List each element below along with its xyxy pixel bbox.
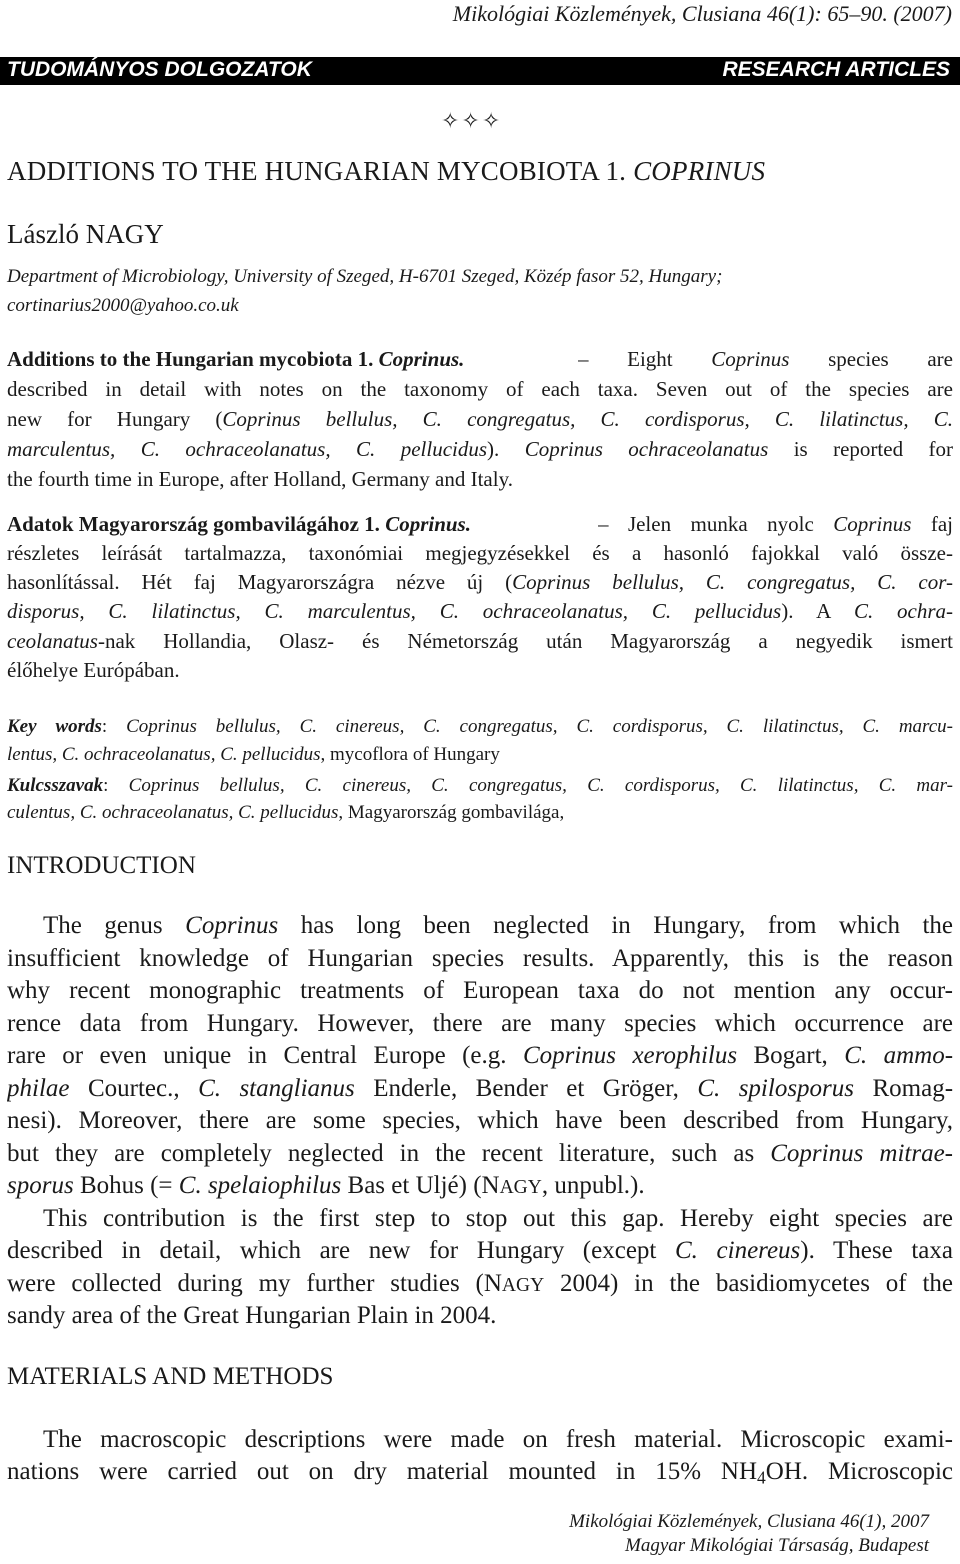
abstract-en-heading-text: Additions to the Hungarian mycobiota 1. (7, 347, 379, 371)
abstract-hu-line: disporus, C. lilatinctus, C. marculentus, C. ochraceolanatus, C. pellucidus). A C. ochra- (7, 599, 953, 623)
intro-line: The genus Coprinus has long been neglected in Hungary, from which the (43, 912, 953, 939)
intro-line: insufficient knowledge of Hungarian species results. Apparently, this is the reason (7, 945, 953, 972)
intro-line: rence data from Hungary. However, there are many species which occurrence are (7, 1010, 953, 1037)
intro-line: rare or even unique in Central Europe (e.g. Coprinus xerophilus Bogart, C. ammo- (7, 1042, 953, 1069)
abstract-hu-line: ceolanatus-nak Hollandia, Olasz- és Németország után Magyarország a negyedik ismert (7, 629, 953, 653)
title-genus: COPRINUS (633, 156, 766, 186)
kulcsszavak-values: Coprinus bellulus, C. cinereus, C. congregatus, C. cordisporus, C. lilatinctus, C. mar- (128, 775, 953, 796)
intro-line: were collected during my further studies (NAGY 2004) in the basidiomycetes of the (7, 1270, 953, 1297)
kulcsszavak-line-1: Kulcsszavak: Coprinus bellulus, C. cinereus, C. congregatus, C. cordisporus, C. lilatinctus, C. mar- (7, 775, 953, 796)
introduction-heading: INTRODUCTION (7, 852, 196, 879)
abstract-en-line: marculentus, C. ochraceolanatus, C. pellucidus). Coprinus ochraceolanatus is reported for (7, 437, 953, 461)
abstract-en-line: – Eight Coprinus species are (578, 347, 953, 371)
intro-line: sporus Bohus (= C. spelaiophilus Bas et Uljé) (NAGY, unpubl.). (7, 1172, 645, 1199)
abstract-en-line: the fourth time in Europe, after Holland, Germany and Italy. (7, 467, 513, 491)
keywords-values: Coprinus bellulus, C. cinereus, C. congregatus, C. cordisporus, C. lilatinctus, C. marcu- (126, 716, 953, 737)
abstract-hu-line: részletes leírását tartalmazza, taxonómiai megjegyzésekkel és a hasonló fajokkal való össze- (7, 541, 953, 565)
abstract-en-line: described in detail with notes on the taxonomy of each taxa. Seven out of the species are (7, 377, 953, 401)
banner-left-label: TUDOMÁNYOS DOLGOZATOK (7, 58, 312, 81)
keywords-label: Key words (7, 716, 102, 737)
keywords-line-2: lentus, C. ochraceolanatus, C. pellucidus, mycoflora of Hungary (7, 744, 500, 765)
methods-line: nations were carried out on dry material mounted in 15% $NH_4OH$. Microscopic (7, 1458, 953, 1488)
banner-right-label: RESEARCH ARTICLES (722, 58, 950, 81)
abstract-hu-heading-genus: Coprinus. (385, 512, 471, 536)
abstract-hu-heading-text: Adatok Magyarország gombavilágához 1. (7, 512, 386, 536)
abstract-hu-line: hasonlítással. Hét faj Magyarországra nézve új (Coprinus bellulus, C. congregatus, C. cor- (7, 570, 953, 594)
section-banner (0, 57, 960, 85)
intro-line: This contribution is the first step to stop out this gap. Hereby eight species are (43, 1205, 953, 1232)
methods-line: The macroscopic descriptions were made on fresh material. Microscopic exami- (43, 1426, 953, 1453)
intro-line: nesi). Moreover, there are some species, which have been described from Hungary, (7, 1107, 953, 1134)
intro-line: described in detail, which are new for Hungary (except C. cinereus). These taxa (7, 1237, 953, 1264)
abstract-en-heading-genus: Coprinus. (378, 347, 465, 371)
abstract-en-heading (7, 344, 464, 374)
abstract-hu-line: élőhelye Európában. (7, 658, 180, 682)
abstract-en-line: new for Hungary (Coprinus bellulus, C. congregatus, C. cordisporus, C. lilatinctus, C. (7, 407, 953, 431)
author: László NAGY (7, 219, 164, 249)
intro-line: philae Courtec., C. stanglianus Enderle, Bender et Gröger, C. spilosporus Romag- (7, 1075, 953, 1102)
ornament-icon: ✧✧✧ (441, 108, 503, 133)
affiliation-line-1: Department of Microbiology, University of Szeged, H-6701 Szeged, Közép fasor 52, Hungary; (7, 266, 723, 287)
footer-society: Magyar Mikológiai Társaság, Budapest (625, 1535, 929, 1556)
abstract-hu-line: – Jelen munka nyolc Coprinus faj (598, 512, 953, 536)
intro-line: sandy area of the Great Hungarian Plain in 2004. (7, 1302, 497, 1329)
affiliation-email: cortinarius2000@yahoo.co.uk (7, 295, 239, 316)
article-title (7, 156, 765, 187)
journal-header: Mikológiai Közlemények, Clusiana 46(1): 65–90. (2007) (452, 1, 952, 26)
intro-line: why recent monographic treatments of European taxa do not mention any occur- (7, 977, 953, 1004)
kulcsszavak-label: Kulcsszavak (7, 775, 104, 796)
abstract-hu-heading (7, 509, 471, 539)
methods-heading: MATERIALS AND METHODS (7, 1363, 334, 1390)
kulcsszavak-line-2: culentus, C. ochraceolanatus, C. pellucidus, Magyarország gombavilága, (7, 802, 565, 823)
title-main: ADDITIONS TO THE HUNGARIAN MYCOBIOTA 1. (7, 156, 634, 186)
keywords-line-1: Key words: Coprinus bellulus, C. cinereus, C. congregatus, C. cordisporus, C. lilatinctus, C. marcu- (7, 716, 953, 737)
intro-line: but they are completely neglected in the recent literature, such as Coprinus mitrae- (7, 1140, 953, 1167)
footer-journal: Mikológiai Közlemények, Clusiana 46(1), 2007 (569, 1511, 929, 1532)
